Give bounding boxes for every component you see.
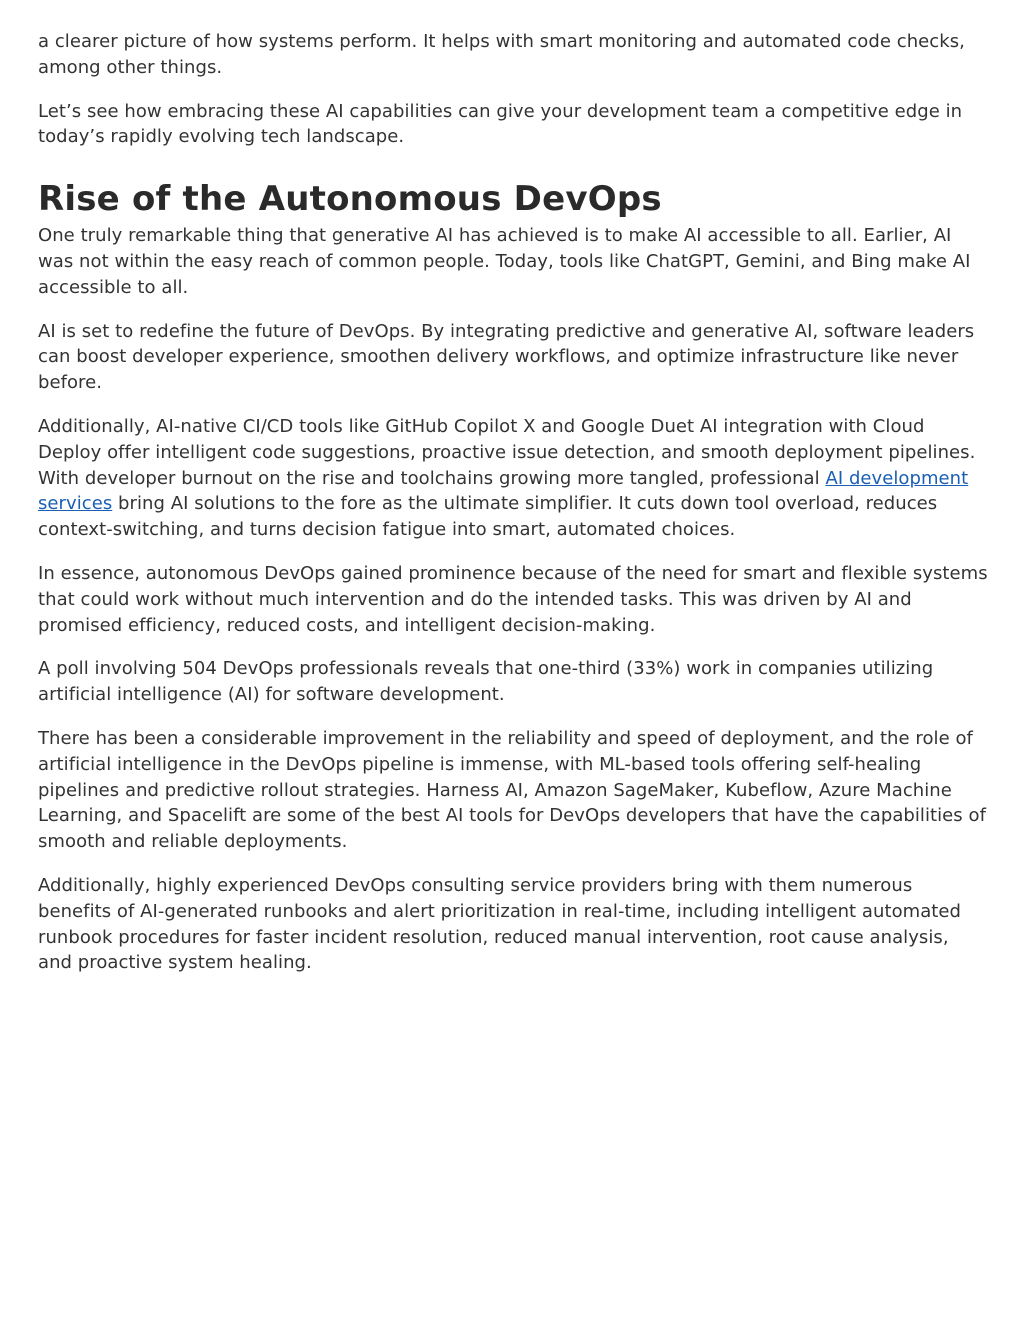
paragraph-text-after-link: bring AI solutions to the fore as the ultimate simplifier. It cuts down tool overload, reduces context-switching, and turns decision fatigue into smart, automated choices.	[38, 493, 938, 541]
paragraph-ai-native-tools	[38, 414, 988, 543]
paragraph-consulting: Additionally, highly experienced DevOps consulting service providers bring with them numerous benefits of AI-generated runbooks and alert prioritization in real-time, including intelligent automated runbook procedures for faster incident resolution, reduced manual intervention, root cause analysis, and proactive system healing.	[38, 874, 962, 974]
ai-development-services-link[interactable]: AI development services	[38, 467, 969, 515]
paragraph-text-before-link: Additionally, AI-native CI/CD tools like GitHub Copilot X and Google Duet AI integration with Cloud Deploy offer intelligent code suggestions, proactive issue detection, and smooth deployment pipelines. With developer burnout on the rise and toolchains growing more tangled, professional	[38, 415, 976, 489]
paragraph-autonomous-devops: In essence, autonomous DevOps gained prominence because of the need for smart and flexible systems that could work without much intervention and do the intended tasks. This was driven by AI and promised efficiency, reduced costs, and intelligent decision-making.	[38, 562, 988, 636]
paragraph-poll: A poll involving 504 DevOps professionals reveals that one-third (33%) work in companies utilizing artificial intelligence (AI) for software development.	[38, 658, 934, 706]
paragraph-genai-access: One truly remarkable thing that generative AI has achieved is to make AI accessible to all. Earlier, AI was not within the easy reach of common people. Today, tools like ChatGPT, Gemini, and Bing make AI accessible to all.	[38, 225, 971, 298]
article-body	[38, 29, 988, 994]
intro-paragraph-2: Let’s see how embracing these AI capabilities can give your development team a competitive edge in today’s rapidly evolving tech landscape.	[38, 100, 963, 148]
section-heading: Rise of the Autonomous DevOps	[38, 179, 662, 220]
paragraph-reliability: There has been a considerable improvement in the reliability and speed of deployment, and the role of artificial intelligence in the DevOps pipeline is immense, with ML-based tools offering self-healing pipelines and predictive rollout strategies. Harness AI, Amazon SageMaker, Kubeflow, Azure Machine Learning, and Spacelift are some of the best AI tools for DevOps developers that have the capabilities of smooth and reliable deployments.	[38, 727, 986, 853]
paragraph-redefine-devops: AI is set to redefine the future of DevOps. By integrating predictive and generative AI, software leaders can boost developer experience, smoothen delivery workflows, and optimize infrastructure like never before.	[38, 320, 975, 394]
intro-paragraph-1: a clearer picture of how systems perform. It helps with smart monitoring and automated code checks, among other things.	[38, 31, 965, 78]
